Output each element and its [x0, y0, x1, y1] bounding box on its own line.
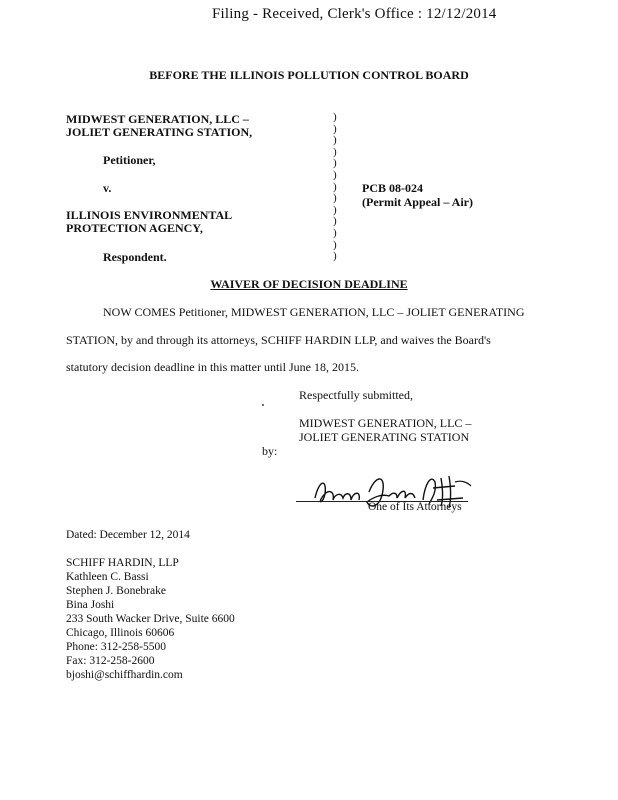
respondent-role: Respondent.: [103, 250, 167, 264]
caption-bracket: ): [333, 226, 337, 239]
caption-bracket: ): [333, 180, 337, 193]
signatory-line1: MIDWEST GENERATION, LLC –: [299, 416, 472, 430]
caption-bracket: ): [333, 134, 337, 147]
signature-caption: One of Its Attorneys: [368, 501, 462, 513]
document-title: WAIVER OF DECISION DEADLINE: [210, 277, 408, 291]
petitioner-role: Petitioner,: [103, 153, 156, 167]
attorney-name: Bina Joshi: [66, 599, 115, 611]
petitioner-name-line1: MIDWEST GENERATION, LLC –: [66, 112, 249, 126]
caption-bracket: ): [333, 192, 337, 205]
firm-name: SCHIFF HARDIN, LLP: [66, 557, 179, 569]
case-type: (Permit Appeal – Air): [362, 195, 473, 209]
caption-bracket: ): [333, 168, 337, 181]
signatory-line2: JOLIET GENERATING STATION: [299, 430, 470, 444]
respondent-name-line2: PROTECTION AGENCY,: [66, 221, 203, 235]
body-line-2: STATION, by and through its attorneys, SCHIFF HARDIN LLP, and waives the Board's: [66, 333, 491, 347]
by-label: by:: [262, 444, 278, 458]
firm-phone: Phone: 312-258-5500: [66, 641, 166, 653]
caption-bracket: ): [333, 157, 337, 170]
board-heading: BEFORE THE ILLINOIS POLLUTION CONTROL BOARD: [149, 68, 469, 82]
body-line-1: NOW COMES Petitioner, MIDWEST GENERATION, LLC – JOLIET GENERATING: [103, 305, 525, 319]
closing-text: Respectfully submitted,: [299, 388, 413, 402]
firm-fax: Fax: 312-258-2600: [66, 655, 155, 667]
dated-line: Dated: December 12, 2014: [66, 529, 190, 541]
caption-bracket-column: [333, 112, 337, 263]
attorney-name: Kathleen C. Bassi: [66, 571, 149, 583]
firm-contact-block: [66, 556, 235, 682]
caption-bracket: ): [333, 145, 337, 158]
versus-label: v.: [103, 181, 112, 195]
filing-stamp: Filing - Received, Clerk's Office : 12/12/2014: [212, 6, 497, 22]
caption-bracket: ): [333, 215, 337, 228]
firm-email: bjoshi@schiffhardin.com: [66, 669, 183, 681]
petitioner-name-line2: JOLIET GENERATING STATION,: [66, 125, 253, 139]
firm-address-line2: Chicago, Illinois 60606: [66, 627, 175, 639]
caption-bracket: ): [333, 238, 337, 251]
caption-bracket: ): [333, 122, 337, 135]
caption-bracket: ): [333, 203, 337, 216]
body-line-3: statutory decision deadline in this matter until June 18, 2015.: [66, 360, 359, 374]
firm-address-line1: 233 South Wacker Drive, Suite 6600: [66, 613, 235, 625]
caption-bracket: ): [333, 111, 337, 123]
case-number: PCB 08-024: [362, 181, 423, 195]
scan-speck: [262, 404, 264, 406]
respondent-name-line1: ILLINOIS ENVIRONMENTAL: [66, 208, 233, 222]
attorney-name: Stephen J. Bonebrake: [66, 585, 166, 597]
caption-bracket: ): [333, 250, 337, 263]
